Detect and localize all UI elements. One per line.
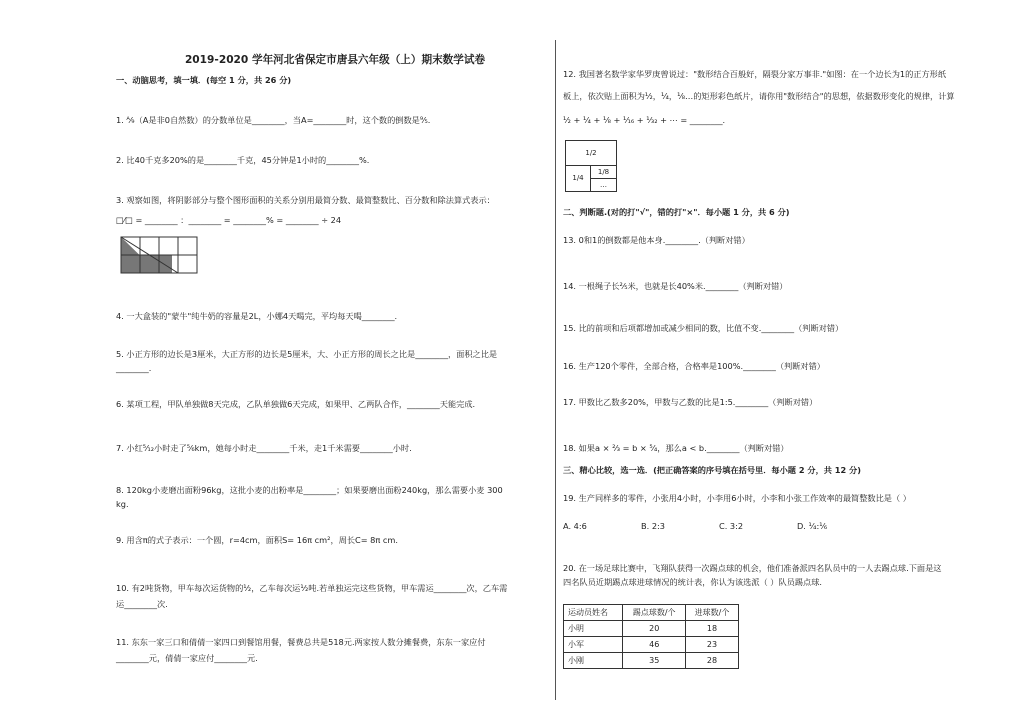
fig-eighth: 1/8 (591, 166, 616, 179)
question-8-line2: kg. (116, 499, 129, 509)
option-b[interactable]: B. 2:3 (641, 521, 665, 531)
table-cell: 28 (686, 653, 739, 669)
table-cell: 小刚 (564, 653, 623, 669)
question-1: 1. ᴬ⁄₉（A是非0自然数）的分数单位是________，当A=________时，这个数的倒数是⁹⁄₅. (116, 115, 431, 125)
question-20-line2: 四名队员近期踢点球进球情况的统计表，你认为该选派（ ）队员踢点球. (563, 577, 823, 587)
option-d[interactable]: D. ¹⁄₄:¹⁄₆ (797, 521, 828, 531)
question-12-line1: 12. 我国著名数学家华罗庚曾说过："数形结合百般好，隔裂分家万事非."如图：在一个边长为1的正方形纸 (563, 69, 947, 79)
question-3-figure (120, 236, 198, 274)
table-cell: 23 (686, 637, 739, 653)
question-10-line1: 10. 有2吨货物，甲车每次运货物的¹⁄₂，乙车每次运¹⁄₂吨.若单独运完这些货物，甲车需运________次，乙车需 (116, 583, 508, 593)
question-16: 16. 生产120个零件，全部合格，合格率是100%.________（判断对错） (563, 361, 825, 371)
table-row (564, 653, 739, 669)
table-row (564, 621, 739, 637)
question-5-line2: ________. (116, 363, 152, 373)
table-header: 进球数/个 (686, 605, 739, 621)
table-cell: 18 (686, 621, 739, 637)
table-cell: 20 (623, 621, 686, 637)
question-12-line3: ¹⁄₂ + ¹⁄₄ + ¹⁄₈ + ¹⁄₁₆ + ¹⁄₃₂ + ⋯ = ________. (563, 115, 726, 125)
table-header: 踢点球数/个 (623, 605, 686, 621)
question-2: 2. 比40千克多20%的是________千克，45分钟是1小时的________%. (116, 155, 370, 165)
question-20-line1: 20. 在一场足球比赛中，飞翔队获得一次踢点球的机会，他们准备派四名队员中的一人去踢点球.下面是这 (563, 563, 942, 573)
option-a[interactable]: A. 4:6 (563, 521, 587, 531)
question-17: 17. 甲数比乙数多20%，甲数与乙数的比是1:5.________（判断对错） (563, 397, 818, 407)
question-11-line2: ________元，倩倩一家应付________元. (116, 653, 258, 663)
section-2-heading: 二、判断题.(对的打"√"，错的打"×"．每小题 1 分，共 6 分) (563, 207, 790, 217)
table-header: 运动员姓名 (564, 605, 623, 621)
question-7: 7. 小红⁵⁄₁₂小时走了⁵⁄₆km，她每小时走________千米，走1千米需要________小时. (116, 443, 412, 453)
table-cell: 小军 (564, 637, 623, 653)
table-cell: 46 (623, 637, 686, 653)
question-5-line1: 5. 小正方形的边长是3厘米，大正方形的边长是5厘米，大、小正方形的周长之比是________，面积之比是 (116, 349, 498, 359)
question-10-line2: 运________次. (116, 599, 168, 609)
question-12-line2: 板上，依次贴上面积为¹⁄₂，¹⁄₄，¹⁄₈…的矩形彩色纸片，请你用"数形结合"的思想，依据数形变化的规律，计算 (563, 91, 955, 101)
section-3-heading: 三、精心比较，选一选．(把正确答案的序号填在括号里．每小题 2 分，共 12 分) (563, 465, 861, 475)
fig-dots: … (600, 181, 607, 189)
fig-half: 1/2 (566, 141, 616, 166)
fig-quarter: 1/4 (566, 166, 591, 191)
question-12-figure (565, 140, 617, 192)
page-title: 2019-2020 学年河北省保定市唐县六年级（上）期末数学试卷 (184, 54, 486, 66)
question-11-line1: 11. 东东一家三口和倩倩一家四口到餐馆用餐，餐费总共是518元.两家按人数分摊餐费，东东一家应付 (116, 637, 486, 647)
table-cell: 小明 (564, 621, 623, 637)
question-8-line1: 8. 120kg小麦磨出面粉96kg，这批小麦的出粉率是________；如果要磨出面粉240kg，那么需要小麦 300 (116, 485, 503, 495)
question-14: 14. 一根绳子长²⁄₅米，也就是长40%米.________（判断对错） (563, 281, 788, 291)
section-1-heading: 一、动脑思考，填一填．(每空 1 分，共 26 分) (116, 75, 292, 85)
table-row (564, 637, 739, 653)
option-c[interactable]: C. 3:2 (719, 521, 744, 531)
question-6: 6. 某项工程，甲队单独做8天完成，乙队单独做6天完成，如果甲、乙两队合作，________天能完成. (116, 399, 476, 409)
stats-table (563, 604, 739, 669)
question-15: 15. 比的前项和后项都增加或减少相同的数，比值不变.________（判断对错） (563, 323, 844, 333)
question-13: 13. 0和1的倒数都是他本身.________.（判断对错） (563, 235, 750, 245)
table-cell: 35 (623, 653, 686, 669)
question-4: 4. 一大盒装的"蒙牛"纯牛奶的容量是2L，小娜4天喝完，平均每天喝________. (116, 311, 398, 321)
column-divider (555, 40, 556, 700)
question-3-text: 3. 观察如图，将阴影部分与整个图形面积的关系分别用最简分数、最简整数比、百分数和除法算式表示： (116, 195, 495, 205)
question-18: 18. 如果a × ²⁄₃ = b × ⁵⁄₄，那么a < b.________（判断对错） (563, 443, 789, 453)
question-9: 9. 用含π的式子表示：一个圆，r=4cm，面积S= 16π cm²，周长C= 8π cm. (116, 535, 399, 545)
table-header-row (564, 605, 739, 621)
question-3-blanks: □⁄□ = ________ ：________ = ________% = ________ ÷ 24 (116, 215, 342, 225)
question-19: 19. 生产同样多的零件，小张用4小时，小李用6小时，小李和小张工作效率的最简整数比是（ ） (563, 493, 911, 503)
